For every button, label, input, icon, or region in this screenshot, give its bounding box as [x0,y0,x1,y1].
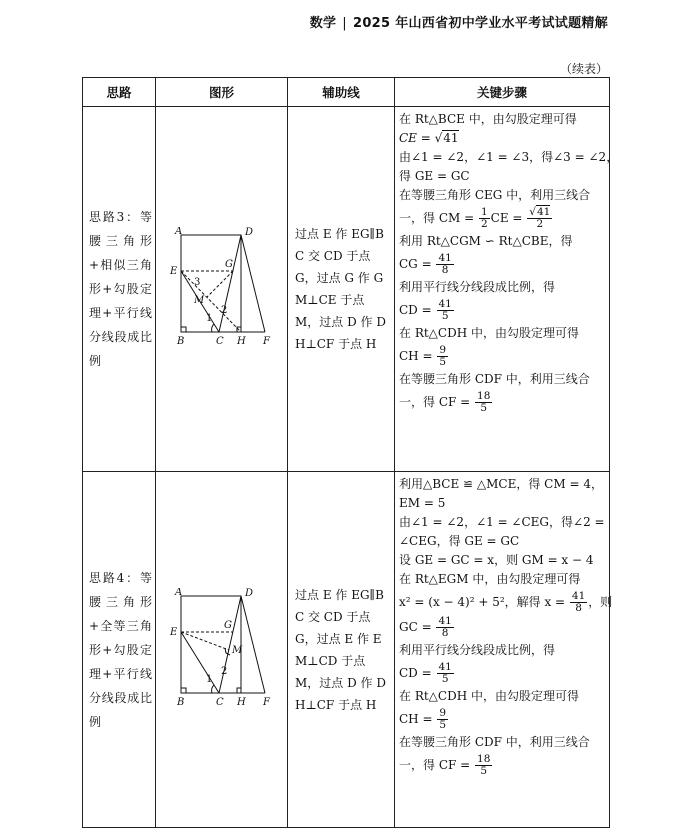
step-line: 利用平行线分线段成比例，得 [399,280,556,294]
step-line: 得 GE = GC [399,169,470,183]
step-line: 在 Rt△BCE 中，由勾股定理可得 [399,112,577,126]
auxiliary-line-cell: 过点 E 作 EG∥BC 交 CD 于点 G，过点 G 作 GM⊥CE 于点 M，过点 D 作 DH⊥CF 于点 H [288,107,395,472]
key-steps-cell [395,107,619,472]
step-line: 一，得 CM = $\frac{1}{2}$ CE = $\frac{√41}{2}$ [399,206,551,230]
step-line: CD = $\frac{41}{5}$ [399,298,452,322]
label-E: E [169,266,177,277]
step-line: 在等腰三角形 CDF 中，利用三线合 [399,735,590,749]
label-M: M [193,295,204,306]
step-line: 一，得 CF = $\frac{18}{5}$ [399,753,491,777]
label-angle-1: 1 [205,673,212,685]
step-line: 在 Rt△CDH 中，由勾股定理可得 [399,326,579,340]
label-B: B [176,696,184,708]
label-C: C [215,696,224,708]
step-line: CD = $\frac{41}{5}$ [399,661,452,685]
idea-cell: 思路3：等腰三角形+相似三角形+勾股定理+平行线分线段成比例 [83,107,156,472]
header-title: 2025 年山西省初中学业水平考试试题精解 [352,16,608,31]
solution-table [82,77,619,828]
step-line: 利用平行线分线段成比例，得 [399,643,556,657]
label-E: E [169,626,177,638]
step-line: 在等腰三角形 CEG 中，利用三线合 [399,188,591,202]
header-separator: | [342,16,347,31]
column-header-idea: 思路 [83,78,156,107]
step-line: 利用 Rt△CGM ∽ Rt△CBE，得 [399,234,573,248]
step-line: CE = √41 [399,131,459,145]
step-line: GC = $\frac{41}{8}$ [399,615,452,639]
step-line: 由∠1 = ∠2，∠1 = ∠CEG，得∠2 = [399,515,605,529]
column-header-auxiliary: 辅助线 [288,78,395,107]
step-line: 一，得 CF = $\frac{18}{5}$ [399,390,491,414]
label-angle-2: 2 [220,665,227,677]
figure-cell [156,107,288,472]
step-line: CH = $\frac{9}{5}$ [399,344,447,368]
label-A: A [174,227,182,237]
label-angle-2: 2 [220,305,227,316]
step-line: 在 Rt△EGM 中，由勾股定理可得 [399,572,581,586]
header-subject: 数学 [309,16,337,31]
label-B: B [176,336,184,347]
label-G: G [223,619,232,631]
step-line: 在 Rt△CDH 中，由勾股定理可得 [399,689,579,703]
label-H: H [236,336,246,347]
step-line: 由∠1 = ∠2，∠1 = ∠3，得∠3 = ∠2， [399,150,619,164]
page-header [310,12,608,31]
label-angle-3: 3 [193,277,200,288]
label-H: H [236,696,246,708]
label-F: F [262,336,270,347]
step-line: EM = 5 [399,496,446,510]
step-line: 利用△BCE ≌ △MCE，得 CM = 4， [399,477,603,491]
auxiliary-line-cell: 过点 E 作 EG∥BC 交 CD 于点 G，过点 E 作 EM⊥CD 于点 M，过点 D 作 DH⊥CF 于点 H [288,472,395,828]
label-D: D [244,587,253,599]
step-line: 在等腰三角形 CDF 中，利用三线合 [399,372,590,386]
label-G: G [224,259,233,270]
table-row [83,107,610,472]
step-line: x² = (x − 4)² + 5²，解得 x = $\frac{41}{8}$ ，则 [399,590,613,614]
step-line: 设 GE = GC = x，则 GM = x − 4 [399,553,594,567]
table-header-row [83,78,610,107]
label-C: C [215,336,224,347]
step-line: CG = $\frac{41}{8}$ [399,252,452,276]
column-header-steps: 关键步骤 [395,78,610,107]
idea-cell: 思路4：等腰三角形+全等三角形+勾股定理+平行线分线段成比例 [83,472,156,828]
label-D: D [244,227,253,238]
geometry-figure [167,588,277,708]
step-line: CH = $\frac{9}{5}$ [399,707,447,731]
step-line: ∠CEG，得 GE = GC [399,534,520,548]
geometry-figure [167,227,277,347]
label-M: M [231,644,242,656]
figure-cell [156,472,288,828]
table-row [83,472,610,828]
key-steps-cell [395,472,613,828]
label-F: F [262,696,270,708]
column-header-figure: 图形 [156,78,288,107]
label-A: A [174,587,182,598]
label-angle-1: 1 [205,313,212,324]
continued-label: （续表） [559,62,608,76]
